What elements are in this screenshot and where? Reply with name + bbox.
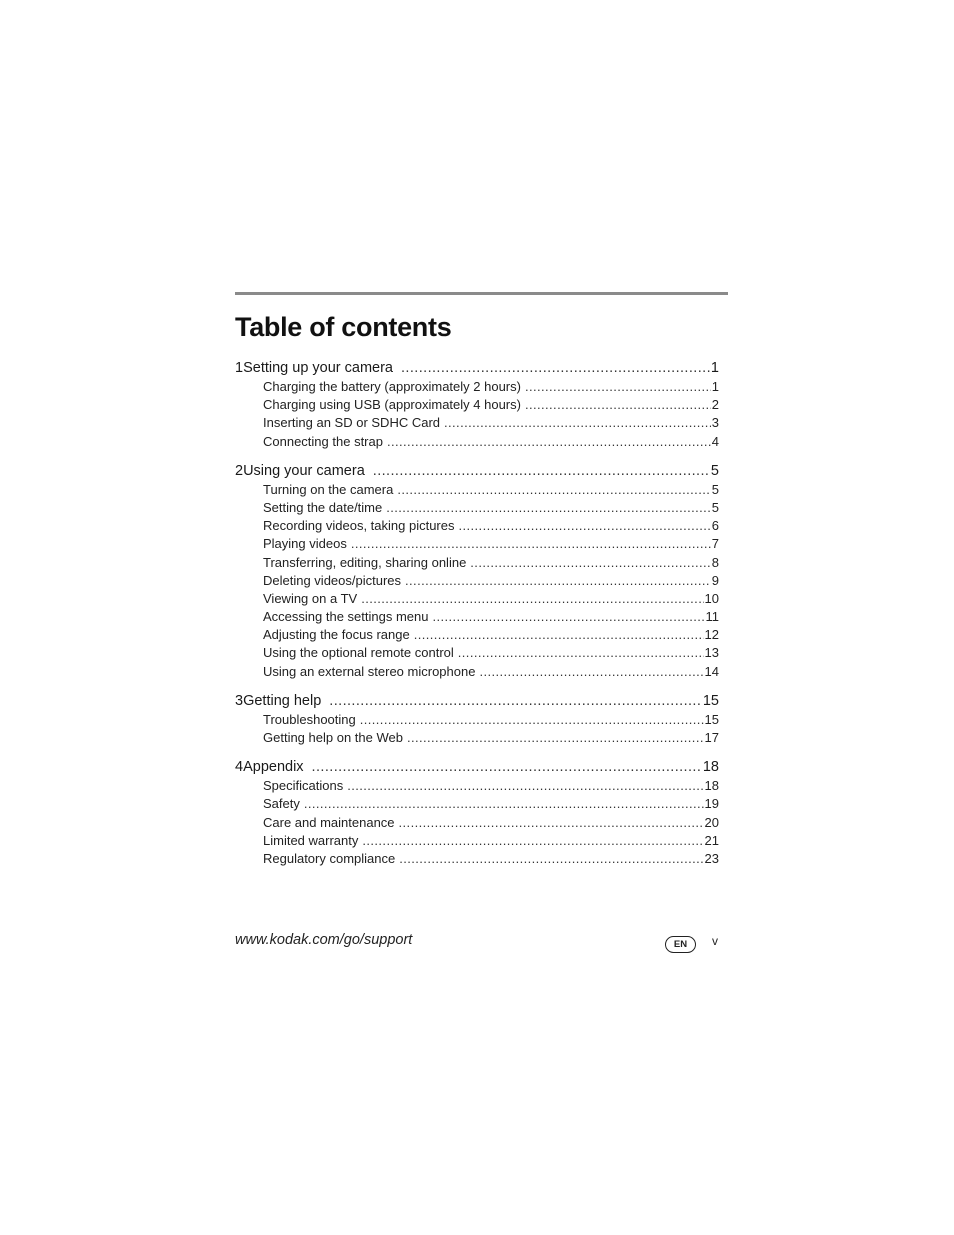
dot-leader xyxy=(414,626,704,644)
entry-title: Viewing on a TV xyxy=(263,590,358,606)
entry-page-number: 6 xyxy=(711,518,719,534)
toc-entry[interactable] xyxy=(235,590,719,608)
toc-entry[interactable] xyxy=(235,535,719,553)
toc-entry[interactable] xyxy=(235,777,719,795)
entry-title: Recording videos, taking pictures xyxy=(263,518,455,534)
dot-leader xyxy=(304,795,704,813)
entry-page-number: 3 xyxy=(711,415,719,431)
header-rule xyxy=(235,292,728,295)
toc-entry[interactable] xyxy=(235,433,719,451)
chapter-number: 1 xyxy=(235,360,244,376)
chapter-title: Using your camera xyxy=(243,462,365,479)
toc-entry[interactable] xyxy=(235,396,719,414)
dot-leader xyxy=(470,554,710,572)
dot-leader xyxy=(407,729,704,747)
toc-entry[interactable] xyxy=(235,378,719,396)
chapter-number: 4 xyxy=(235,759,244,776)
toc-entry[interactable] xyxy=(235,554,719,572)
page-title: Table of contents xyxy=(235,312,452,342)
toc-chapter-3 xyxy=(235,691,719,747)
dot-leader xyxy=(386,499,711,517)
entry-page-number: 4 xyxy=(711,433,719,449)
entry-title: Turning on the camera xyxy=(263,481,394,497)
chapter-title: Appendix xyxy=(243,759,304,776)
toc-entry[interactable] xyxy=(235,608,719,626)
toc-chapter-4 xyxy=(235,757,719,868)
dot-leader xyxy=(399,814,704,832)
entry-page-number: 15 xyxy=(704,711,719,727)
entry-page-number: 11 xyxy=(705,609,719,625)
toc-entry[interactable] xyxy=(235,481,719,499)
entry-title: Charging using USB (approximately 4 hours) xyxy=(263,397,521,413)
dot-leader xyxy=(360,711,704,729)
toc-entry[interactable] xyxy=(235,850,719,868)
dot-leader xyxy=(329,691,702,711)
entry-title: Care and maintenance xyxy=(263,814,395,830)
dot-leader xyxy=(458,644,704,662)
dot-leader xyxy=(432,608,704,626)
dot-leader xyxy=(312,757,702,777)
entry-title: Getting help on the Web xyxy=(263,730,403,745)
toc-entry[interactable] xyxy=(235,729,719,747)
entry-title: Specifications xyxy=(263,778,344,794)
dot-leader xyxy=(351,535,711,553)
entry-title: Transferring, editing, sharing online xyxy=(263,554,467,570)
language-badge: EN xyxy=(665,936,696,953)
entry-page-number: 5 xyxy=(711,481,719,497)
dot-leader xyxy=(362,832,703,850)
entry-title: Charging the battery (approximately 2 hours) xyxy=(263,379,521,394)
entry-title: Setting the date/time xyxy=(263,499,383,515)
entry-page-number: 5 xyxy=(711,499,719,515)
entry-page-number: 1 xyxy=(711,379,719,394)
dot-leader xyxy=(397,481,710,499)
dot-leader xyxy=(459,517,711,535)
entry-page-number: 14 xyxy=(704,663,719,679)
entry-page-number: 2 xyxy=(711,397,719,413)
toc-chapter-2 xyxy=(235,461,719,681)
toc-chapter-row[interactable] xyxy=(235,757,719,777)
dot-leader xyxy=(525,378,711,396)
entry-title: Safety xyxy=(263,796,300,812)
toc-entry[interactable] xyxy=(235,663,719,681)
dot-leader xyxy=(525,396,711,414)
toc-chapter-row[interactable] xyxy=(235,691,719,711)
entry-title: Connecting the strap xyxy=(263,433,383,449)
entry-title: Playing videos xyxy=(263,536,347,552)
entry-page-number: 20 xyxy=(704,814,719,830)
toc-entry[interactable] xyxy=(235,414,719,432)
toc-entry[interactable] xyxy=(235,795,719,813)
entry-page-number: 17 xyxy=(704,730,719,745)
entry-title: Accessing the settings menu xyxy=(263,609,429,625)
chapter-page-number: 1 xyxy=(710,360,719,376)
support-url[interactable]: www.kodak.com/go/support xyxy=(235,932,413,948)
entry-page-number: 10 xyxy=(704,590,719,606)
toc-entry[interactable] xyxy=(235,499,719,517)
chapter-page-number: 18 xyxy=(702,759,719,776)
toc-chapter-row[interactable] xyxy=(235,461,719,481)
dot-leader xyxy=(361,590,703,608)
entry-title: Inserting an SD or SDHC Card xyxy=(263,415,441,431)
entry-title: Using the optional remote control xyxy=(263,645,454,661)
chapter-title: Setting up your camera xyxy=(243,360,393,376)
dot-leader xyxy=(405,572,711,590)
toc-chapter-1 xyxy=(235,358,719,451)
entry-title: Troubleshooting xyxy=(263,711,356,727)
page-number: v xyxy=(712,934,718,948)
dot-leader xyxy=(373,461,710,481)
dot-leader xyxy=(399,850,703,868)
toc-entry[interactable] xyxy=(235,711,719,729)
entry-page-number: 8 xyxy=(711,554,719,570)
entry-page-number: 13 xyxy=(704,645,719,661)
dot-leader xyxy=(347,777,703,795)
entry-page-number: 18 xyxy=(704,778,719,794)
entry-title: Using an external stereo microphone xyxy=(263,663,476,679)
entry-title: Deleting videos/pictures xyxy=(263,572,402,588)
entry-page-number: 19 xyxy=(704,796,719,812)
toc-entry[interactable] xyxy=(235,814,719,832)
entry-title: Adjusting the focus range xyxy=(263,627,410,643)
dot-leader xyxy=(401,358,710,378)
toc-entry[interactable] xyxy=(235,626,719,644)
toc-entry[interactable] xyxy=(235,517,719,535)
entry-title: Regulatory compliance xyxy=(263,850,396,866)
toc-entry[interactable] xyxy=(235,644,719,662)
entry-page-number: 12 xyxy=(704,627,719,643)
entry-page-number: 21 xyxy=(704,832,719,848)
entry-page-number: 7 xyxy=(711,536,719,552)
toc-entry[interactable] xyxy=(235,572,719,590)
chapter-page-number: 15 xyxy=(702,692,719,709)
table-of-contents xyxy=(235,358,719,878)
entry-title: Limited warranty xyxy=(263,832,359,848)
dot-leader xyxy=(387,433,711,451)
chapter-title: Getting help xyxy=(243,692,322,709)
chapter-number: 3 xyxy=(235,692,244,709)
entry-page-number: 9 xyxy=(711,572,719,588)
dot-leader xyxy=(444,414,711,432)
dot-leader xyxy=(479,663,703,681)
chapter-page-number: 5 xyxy=(710,462,719,479)
chapter-number: 2 xyxy=(235,462,244,479)
toc-entry[interactable] xyxy=(235,832,719,850)
entry-page-number: 23 xyxy=(704,850,719,866)
toc-chapter-row[interactable] xyxy=(235,358,719,378)
